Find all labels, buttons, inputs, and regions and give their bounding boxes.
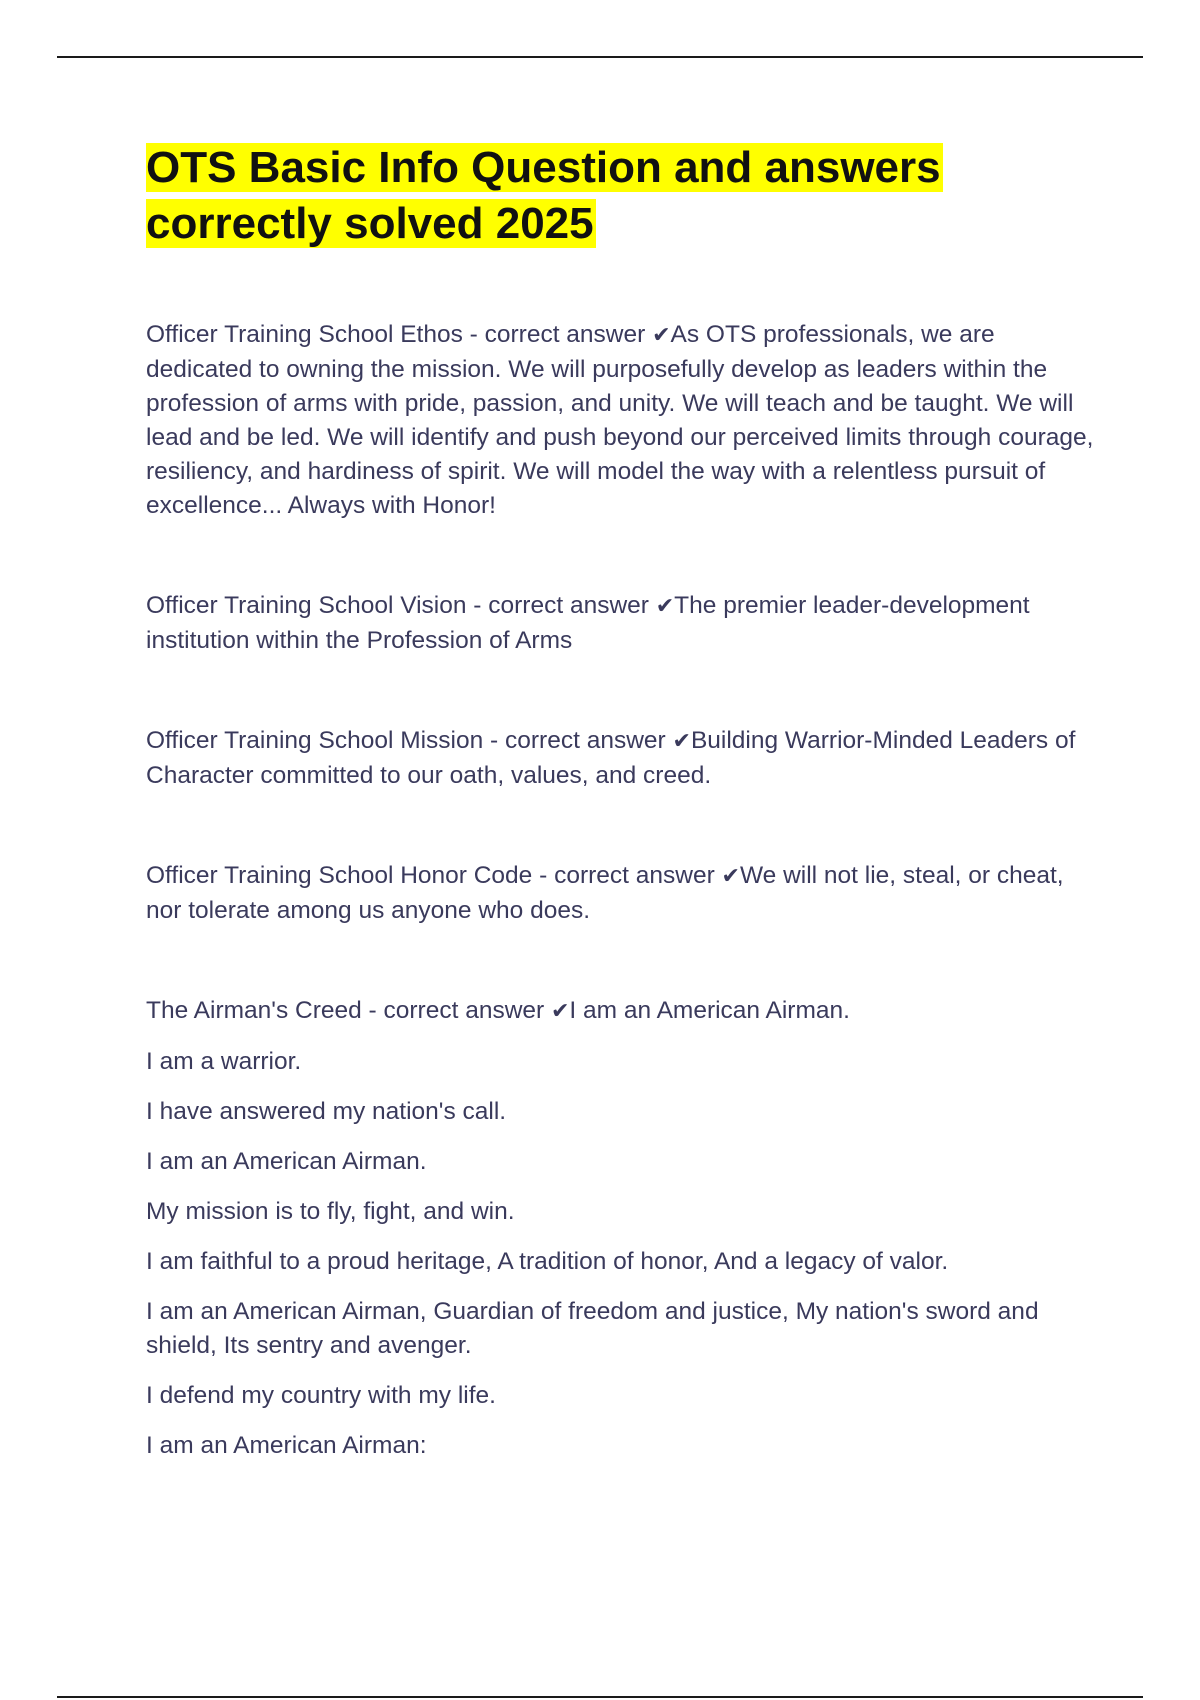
checkmark-icon: ✔ [550, 999, 570, 1024]
answer-text: The premier leader-development institution within the Profession of Arms [146, 592, 1030, 654]
answer-text: I am an American Airman. [569, 997, 850, 1024]
answer-text: Building Warrior-Minded Leaders of Character committed to our oath, values, and creed. [146, 727, 1076, 789]
document-body [146, 140, 1096, 1463]
creed-line: I am an American Airman: [146, 1432, 427, 1459]
creed-line: I am an American Airman. [146, 1148, 427, 1175]
question-text: Officer Training School Ethos - correct answer [146, 321, 653, 348]
qa-item-vision [146, 589, 1096, 658]
qa-item-honor-code [146, 859, 1096, 928]
question-text: Officer Training School Honor Code - correct answer [146, 862, 722, 889]
top-divider [57, 56, 1143, 58]
document-title [146, 140, 1096, 252]
creed-line: My mission is to fly, fight, and win. [146, 1198, 515, 1225]
title-highlight [146, 143, 943, 248]
creed-line: I have answered my nation's call. [146, 1098, 507, 1125]
creed-line: I am faithful to a proud heritage, A tradition of honor, And a legacy of valor. [146, 1248, 949, 1275]
title-line-1: OTS Basic Info Question and answers [146, 143, 941, 192]
qa-item-airmans-creed [146, 994, 1096, 1029]
answer-text: As OTS professionals, we are dedicated to owning the mission. We will purposefully develop as leaders within the profession of arms with pride, passion, and unity. We will teach and be taught. We will lead and be led. We will identify and push beyond our perceived limits through courage, resiliency, and hardiness of spirit. We will model the way with a relentless pursuit of excellence... Always with Honor! [146, 321, 1094, 519]
title-line-2: correctly solved 2025 [146, 199, 594, 248]
question-text: Officer Training School Mission - correct answer [146, 727, 673, 754]
creed-line: I defend my country with my life. [146, 1382, 496, 1409]
checkmark-icon: ✔ [672, 729, 691, 754]
question-text: The Airman's Creed - correct answer [146, 997, 551, 1024]
question-text: Officer Training School Vision - correct answer [146, 592, 656, 619]
creed-line: I am a warrior. [146, 1048, 302, 1075]
checkmark-icon: ✔ [721, 864, 740, 889]
qa-item-mission [146, 724, 1096, 793]
creed-line: I am an American Airman, Guardian of freedom and justice, My nation's sword and shield, Its sentry and avenger. [146, 1298, 1039, 1359]
qa-item-ethos [146, 318, 1096, 523]
checkmark-icon: ✔ [652, 323, 671, 348]
bottom-divider [57, 1696, 1143, 1698]
checkmark-icon: ✔ [655, 594, 675, 619]
answer-text: We will not lie, steal, or cheat, nor tolerate among us anyone who does. [146, 862, 1064, 924]
